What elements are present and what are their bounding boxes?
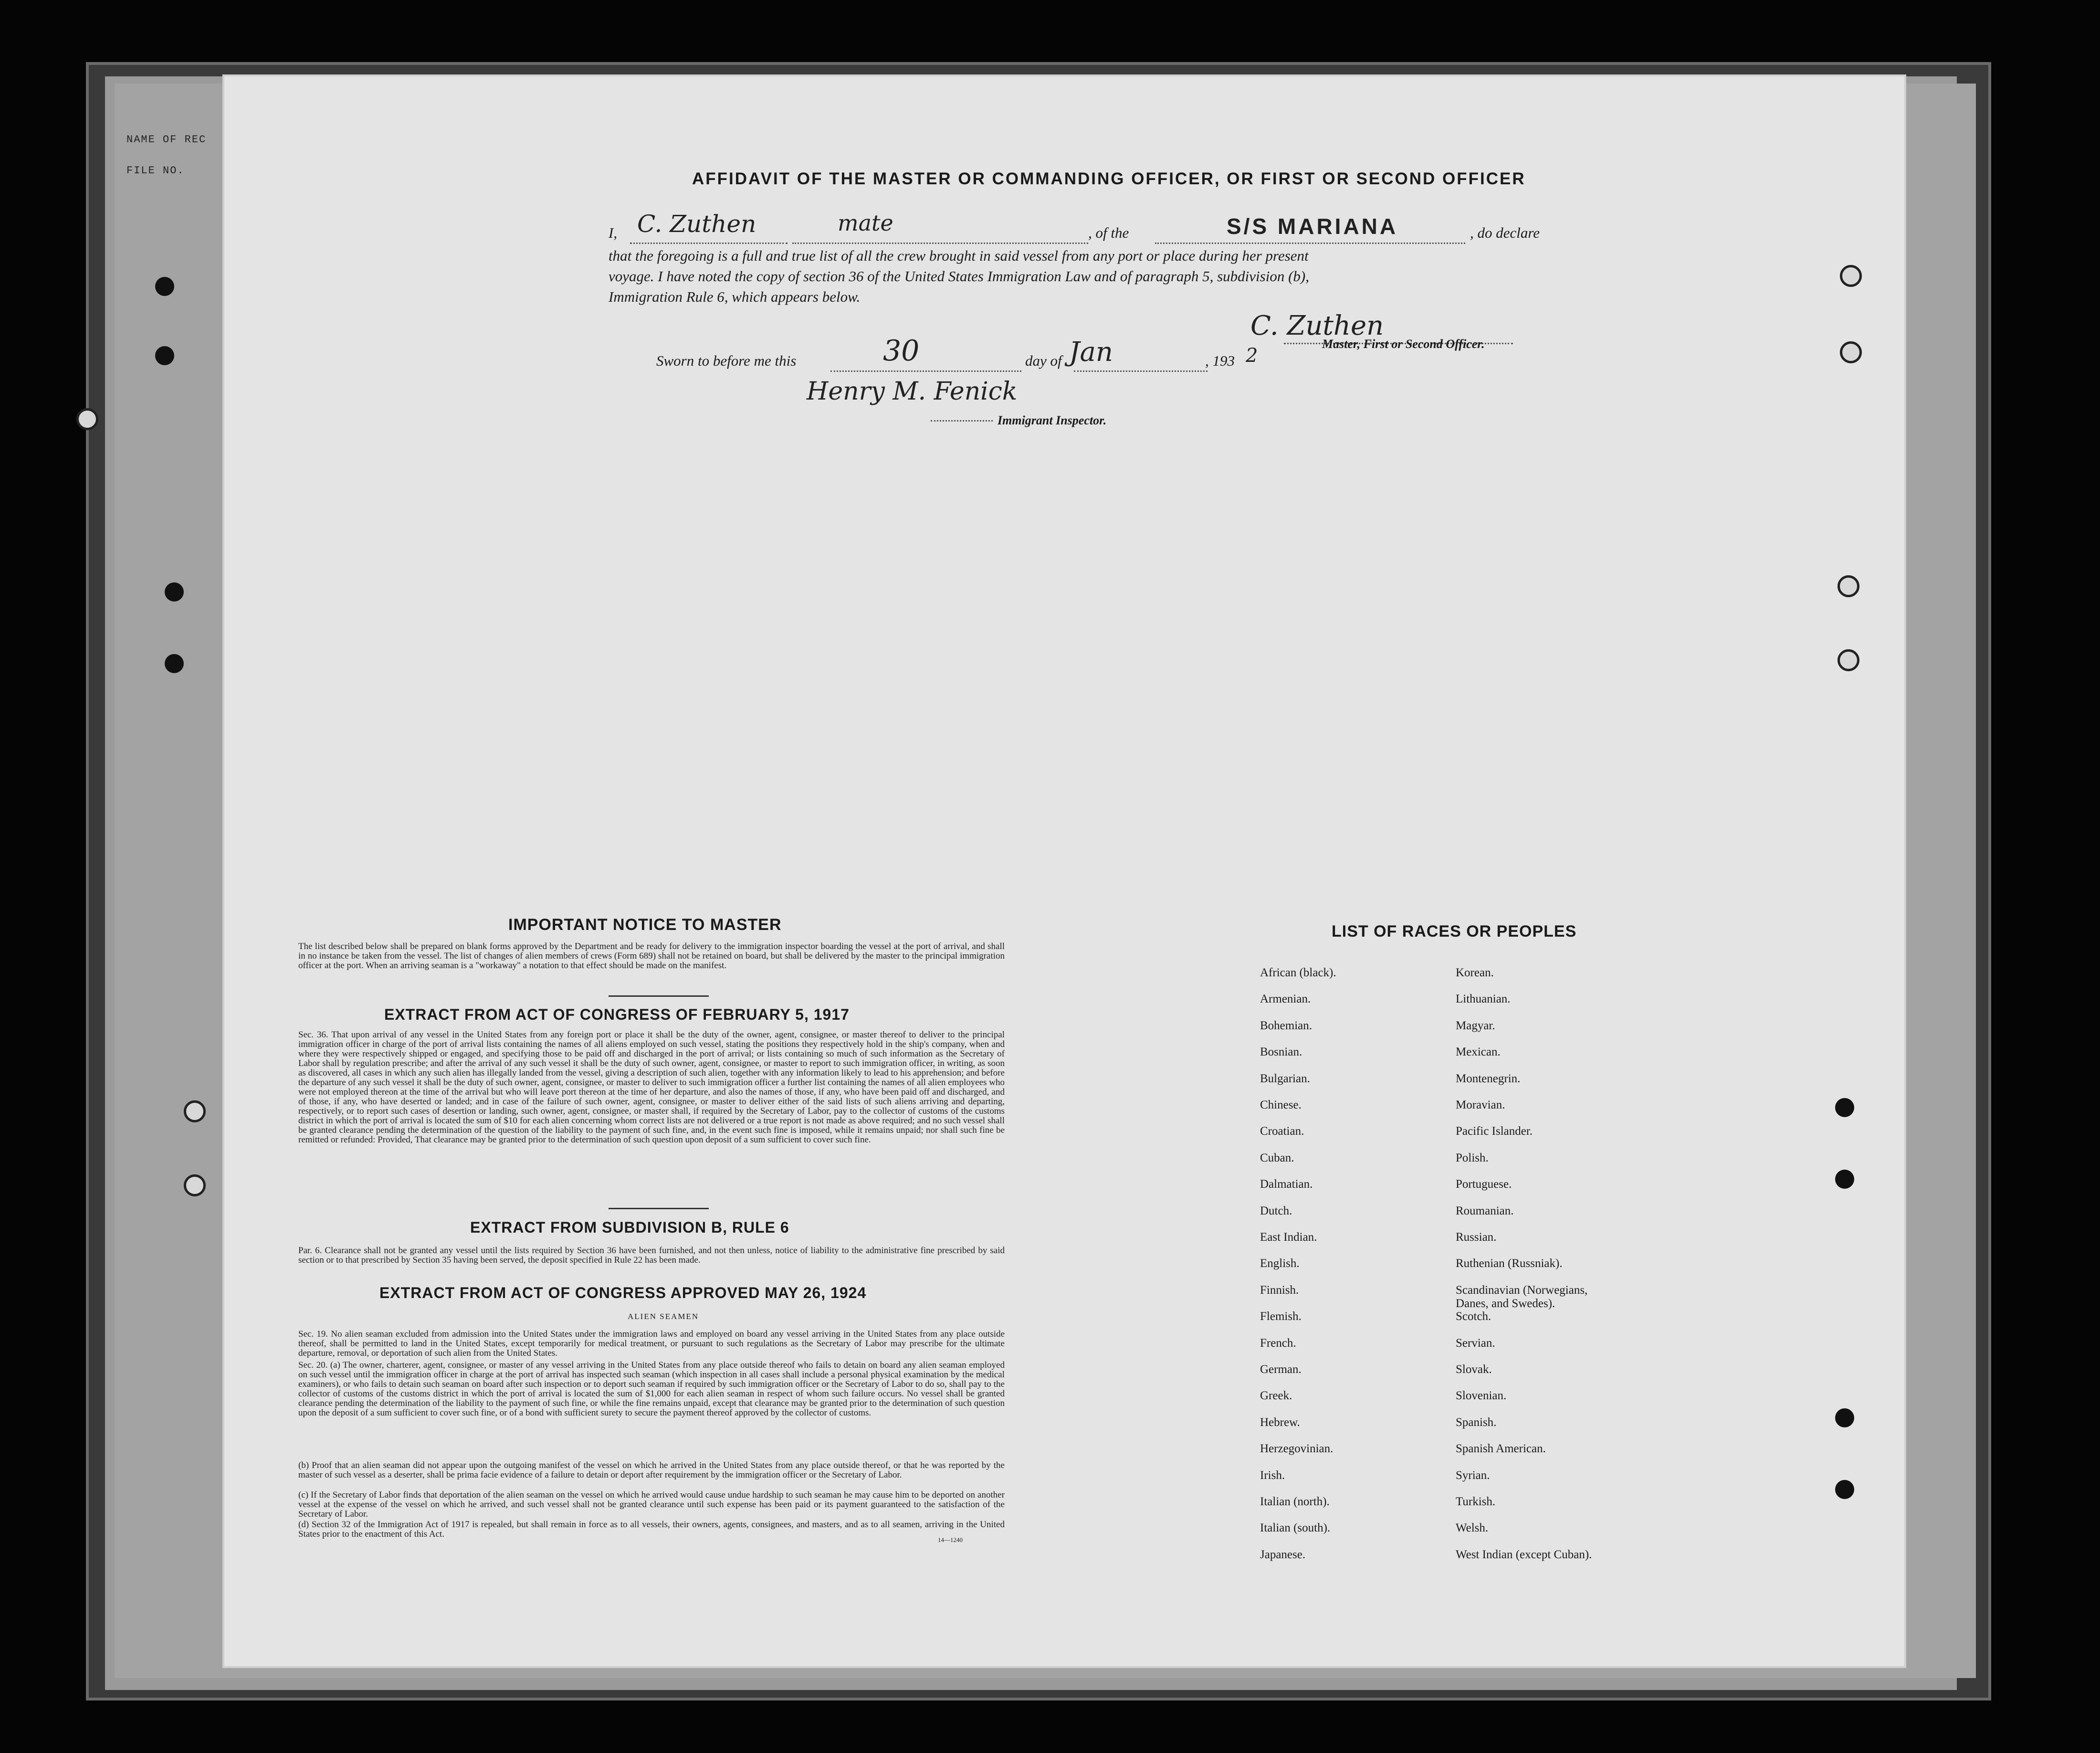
race-item: Armenian. (1260, 993, 1311, 1005)
race-item: Bohemian. (1260, 1019, 1312, 1032)
affidavit-sheet (224, 76, 1904, 1666)
extract-1917-text: Sec. 36. That upon arrival of any vessel in the United States from any foreign port or place it shall be the duty of the owner, agent, consignee, or master thereof to deliver to the principal immigration officer in charge of the port of arrival lists containing the names of all aliens employed on such vessel, stating the positions they respectively hold in the ship's company, when and where they were respectively shipped or engaged, and specifying those to be paid off and discharged in the port of arrival; or lists containing so much of such information as the Secretary of Labor shall by regulation prescribe; and after the arrival of any such vessel it shall be the duty of such owner, agent, consignee, or master to report to such immigration officer, in writing, as soon as discovered, all cases in which any such alien has illegally landed from the vessel, giving a description of such alien, together with any information likely to lead to his apprehension; and before the departure of any such vessel it shall be the duty of such owner, agent, consignee, or master to deliver to such immigration officer a further list containing the names of all alien employees who were not employed thereon at the time of the arrival but who will leave port thereon at the time of her departure, and also the names of those, if any, who have been paid off and discharged, and of those, if any, who have deserted or landed; and in case of the failure of such owner, agent, consignee, or master to deliver either of the said lists of such aliens arriving and departing, respectively, or to report such cases of desertion or landing, such owner, agent, consignee, or master shall, if required by the Secretary of Labor, pay to the collector of customs of the customs district in which the port of arrival is located the sum of $10 for each alien concerning whom correct lists are not delivered or a true report is not made as above required; and no such vessel shall be granted clearance pending the determination of the question of the liability to the payment of such fine, and, in the event such fine is imposed, while it remains unpaid; nor shall such fine be remitted or refunded: Provided, That clearance may be granted prior to the determination of such question upon deposit of a sum sufficient to cover such fine. (298, 1030, 1005, 1145)
extract-1924-subheading: ALIEN SEAMEN (628, 1312, 699, 1321)
race-item: Greek. (1260, 1389, 1292, 1402)
race-item: Spanish American. (1456, 1442, 1546, 1455)
race-item: Pacific Islander. (1456, 1125, 1533, 1138)
fill-line (1155, 243, 1465, 244)
form-number: 14—1240 (938, 1536, 963, 1543)
race-item: Chinese. (1260, 1098, 1302, 1111)
race-item: West Indian (except Cuban). (1456, 1548, 1592, 1561)
race-item: Portuguese. (1456, 1178, 1512, 1191)
sworn-day: 30 (883, 334, 920, 368)
year-prefix: , 193 (1205, 352, 1235, 369)
race-item: East Indian. (1260, 1231, 1317, 1244)
race-item: Italian (north). (1260, 1495, 1330, 1508)
race-item: Dalmatian. (1260, 1178, 1313, 1191)
punch-hole (1835, 1408, 1854, 1427)
punch-hole (184, 1174, 206, 1196)
of-the-text: , of the (1088, 224, 1129, 241)
section-20c-text: (c) If the Secretary of Labor finds that deportation of the alien seaman on the vessel on which he arrived would cause undue hardship to such seaman he may cause him to be deported on another vessel at the expense of the vessel on which he arrived, and such vessel shall not be granted clearance until such expense has been paid or its payment guaranteed to the satisfaction of the Secretary of Labor. (298, 1490, 1005, 1519)
punch-hole (155, 277, 174, 296)
race-item: Scandinavian (Norwegians, (1456, 1284, 1588, 1297)
punch-hole (165, 582, 184, 602)
race-item: English. (1260, 1257, 1300, 1270)
race-item: Syrian. (1456, 1469, 1490, 1482)
punch-hole (76, 408, 98, 430)
punch-hole (155, 346, 174, 365)
race-item: Bulgarian. (1260, 1072, 1310, 1085)
race-item: Hebrew. (1260, 1416, 1300, 1429)
section-19-text: Sec. 19. No alien seaman excluded from admission into the United States under the immigration laws and employed on board any vessel arriving in the United States from any place outside thereof, shall be permitted to land in the United States, except temporarily for medical treatment, or pursuant to such regulations as the Secretary of Labor may prescribe for the ultimate departure, removal, or deportation of such alien from the United States. (298, 1329, 1005, 1358)
section-20a-text: Sec. 20. (a) The owner, charterer, agent, consignee, or master of any vessel arriving in the United States from any place outside thereof who fails to detain on board any alien seaman employed on such vessel until the immigration officer in charge at the port of arrival has inspected such seaman (which inspection in all cases shall include a personal physical examination by the medical examiners), or who fails to detain such seaman on board after such inspection or to deport such seaman if required by such immigration officer or the Secretary of Labor to do so, shall pay to the collector of customs of the customs district in which the port of arrival is located the sum of $1,000 for each alien seaman in respect of whom such failure occurs. No vessel shall be granted clearance pending the determination of the liability to the payment of such fine, or while the fine remains unpaid, except that clearance may be granted prior to the determination of such question upon the deposit of a sum sufficient to cover such fine, or of a bond with sufficient surety to secure the payment thereof approved by the collector of customs. (298, 1360, 1005, 1418)
day-of-text: day of (1025, 352, 1062, 369)
officer-name: C. Zuthen (637, 210, 756, 238)
punch-hole (165, 654, 184, 673)
race-item: Welsh. (1456, 1521, 1489, 1534)
affidavit-line: voyage. I have noted the copy of section 36 of the United States Immigration Law and of paragraph 5, subdivision (b), (609, 268, 1309, 285)
race-item: Slovenian. (1456, 1389, 1507, 1402)
signature-line (931, 420, 993, 422)
race-item: German. (1260, 1363, 1302, 1376)
race-item: Mexican. (1456, 1045, 1501, 1058)
race-item: French. (1260, 1337, 1296, 1350)
race-item: Cuban. (1260, 1151, 1294, 1164)
punch-hole (1838, 649, 1859, 671)
race-item: Croatian. (1260, 1125, 1304, 1138)
underlying-form-stub: FILE NO. (126, 165, 185, 177)
race-item: Bosnian. (1260, 1045, 1302, 1058)
sworn-text: Sworn to before me this (656, 352, 797, 369)
race-item: Polish. (1456, 1151, 1489, 1164)
race-item: Korean. (1456, 966, 1494, 979)
section-20b-text: (b) Proof that an alien seaman did not appear upon the outgoing manifest of the vessel on which he arrived in the United States from any place outside thereof, or that he was reported by the master of such vessel as a deserter, shall be prima facie evidence of a failure to detain or deport after requirement by the immigration officer or the Secretary of Labor. (298, 1460, 1005, 1480)
race-item: Danes, and Swedes). (1456, 1297, 1555, 1310)
inspector-label: Immigrant Inspector. (998, 413, 1107, 427)
fill-line (630, 243, 788, 244)
extract-rule6-text: Par. 6. Clearance shall not be granted any vessel until the lists required by Section 36 have been furnished, and not then unless, notice of liability to the administrative fine prescribed by said section or to that prescribed by Section 35 having been served, the deposit specified in Rule 22 has been made. (298, 1246, 1005, 1265)
race-item: Ruthenian (Russniak). (1456, 1257, 1563, 1270)
vessel-stamp: S/S MARIANA (1227, 214, 1398, 239)
race-item: Turkish. (1456, 1495, 1496, 1508)
affidavit-line: Immigration Rule 6, which appears below. (609, 288, 861, 305)
underlying-form-stub: NAME OF REC (126, 134, 207, 146)
extract-rule6-heading: EXTRACT FROM SUBDIVISION B, RULE 6 (470, 1219, 789, 1236)
officer-rank: mate (838, 210, 893, 236)
race-item: Roumanian. (1456, 1204, 1514, 1217)
race-item: Servian. (1456, 1337, 1495, 1350)
section-20d-text: (d) Section 32 of the Immigration Act of 1917 is repealed, but shall remain in force as to all vessels, their owners, agents, consignees, and masters, and as to all seamen, arriving in the United States prior to the enactment of this Act. (298, 1520, 1005, 1539)
punch-hole (1835, 1098, 1854, 1117)
signature-label: Master, First or Second Officer. (1322, 337, 1485, 351)
extract-1924-heading: EXTRACT FROM ACT OF CONGRESS APPROVED MAY 26, 1924 (379, 1284, 867, 1301)
punch-hole (1840, 341, 1862, 363)
notice-heading: IMPORTANT NOTICE TO MASTER (508, 916, 782, 934)
inspector-signature: Henry M. Fenick (807, 377, 1018, 406)
affidavit-line: that the foregoing is a full and true list of all the crew brought in said vessel from any port or place during her present (609, 247, 1309, 264)
sworn-year: 2 (1246, 345, 1258, 367)
punch-hole (184, 1100, 206, 1122)
race-item: Montenegrin. (1456, 1072, 1521, 1085)
fill-line (1074, 370, 1208, 372)
affidavit-intro: I, (609, 224, 618, 241)
do-declare-text: , do declare (1470, 224, 1540, 241)
punch-hole (1838, 575, 1859, 597)
divider (609, 1208, 709, 1209)
officer-signature: C. Zuthen (1250, 310, 1384, 341)
race-item: Moravian. (1456, 1098, 1505, 1111)
notice-text: The list described below shall be prepared on blank forms approved by the Department and be ready for delivery to the immigration inspector boarding the vessel at the port of arrival, and shall in no instance be taken from the vessel. The list of changes of alien members of crews (Form 689) shall not be retained on board, but shall be delivered by the master to the principal immigration officer at the port. When an arriving seaman is a "workaway" a notation to that effect should be made on the manifest. (298, 941, 1005, 971)
race-item: Magyar. (1456, 1019, 1495, 1032)
punch-hole (1835, 1480, 1854, 1499)
race-item: Italian (south). (1260, 1521, 1331, 1534)
sworn-month: Jan (1069, 337, 1113, 368)
race-item: Dutch. (1260, 1204, 1292, 1217)
race-item: Flemish. (1260, 1310, 1302, 1323)
fill-line (792, 243, 1088, 244)
race-item: Russian. (1456, 1231, 1497, 1244)
divider (609, 995, 709, 997)
race-item: Herzegovinian. (1260, 1442, 1334, 1455)
punch-hole (1835, 1170, 1854, 1189)
race-item: Japanese. (1260, 1548, 1306, 1561)
race-item: Lithuanian. (1456, 993, 1511, 1005)
fill-line (830, 370, 1021, 372)
race-item: Scotch. (1456, 1310, 1491, 1323)
race-item: African (black). (1260, 966, 1336, 979)
race-item: Finnish. (1260, 1284, 1299, 1297)
races-heading: LIST OF RACES OR PEOPLES (1332, 922, 1577, 940)
race-item: Irish. (1260, 1469, 1285, 1482)
punch-hole (1840, 265, 1862, 287)
extract-1917-heading: EXTRACT FROM ACT OF CONGRESS OF FEBRUARY 5, 1917 (384, 1006, 850, 1023)
race-item: Slovak. (1456, 1363, 1492, 1376)
race-item: Spanish. (1456, 1416, 1497, 1429)
affidavit-title: AFFIDAVIT OF THE MASTER OR COMMANDING OFFICER, OR FIRST OR SECOND OFFICER (692, 169, 1526, 188)
